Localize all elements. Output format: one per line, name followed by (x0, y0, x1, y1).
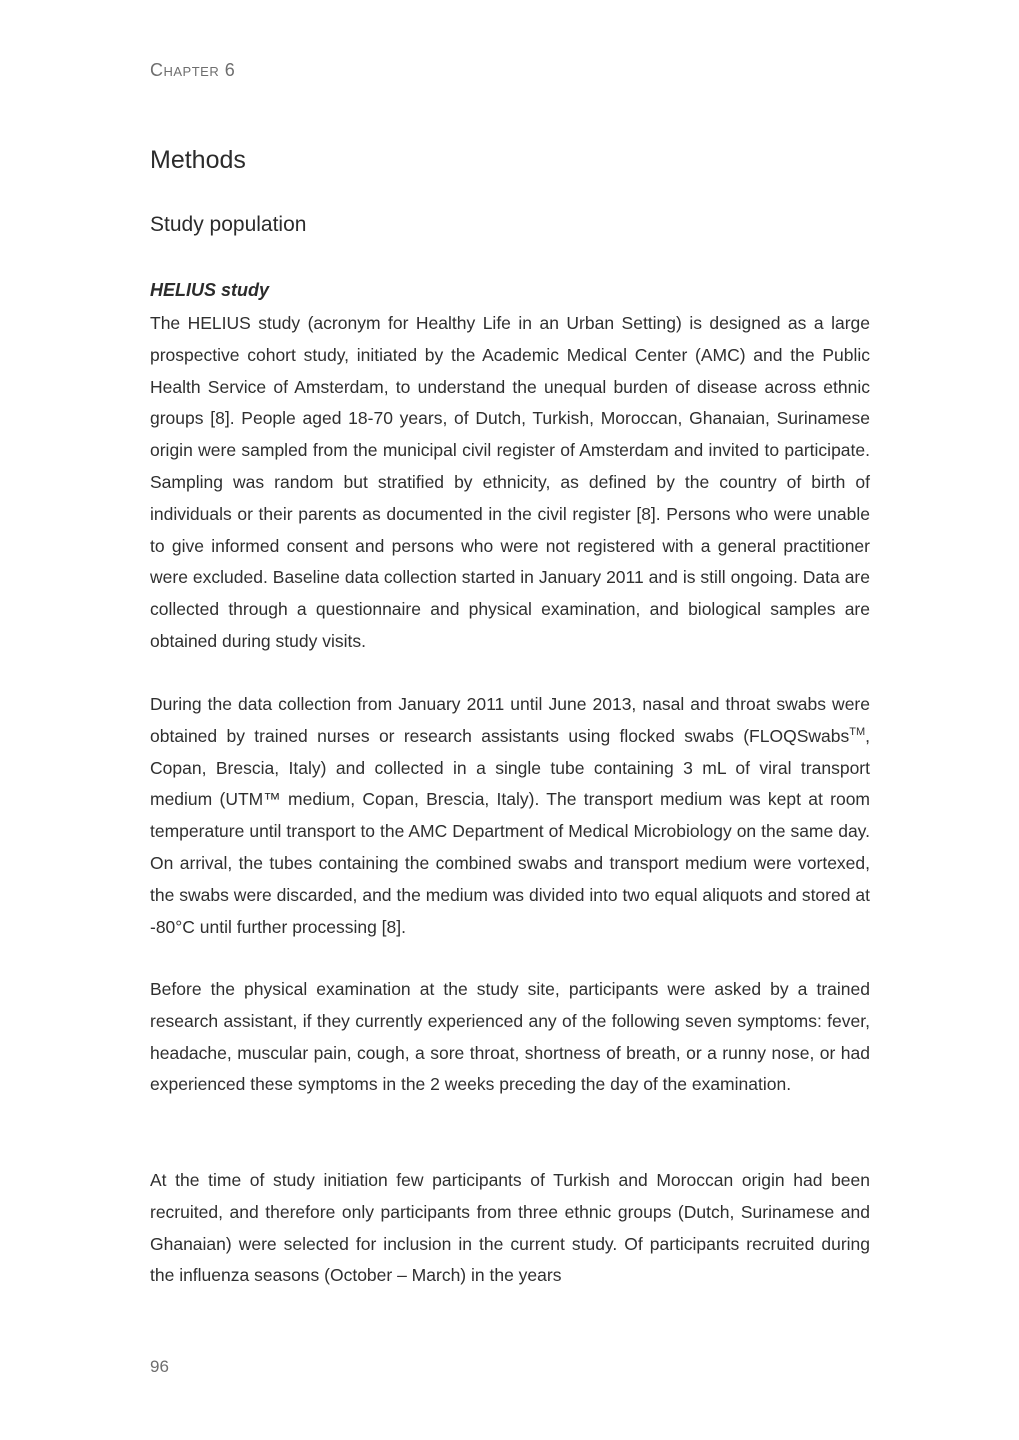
subsection-title: Study population (150, 213, 307, 236)
trademark-superscript: TM (849, 725, 866, 738)
section-title: Methods (150, 146, 246, 174)
paragraph-swab-collection-part-b: , Copan, Brescia, Italy) and collected in a single tube containing 3 mL of viral transport medium (UTM™ medium, Copan, Brescia, Italy). The transport medium was kept at room temperature until transport to the AMC Department of Medical Microbiology on the same day. On arrival, the tubes containing the combined swabs and transport medium were vortexed, the swabs were discarded, and the medium was divided into two equal aliquots and stored at -80°C until further processing [8]. (150, 725, 870, 937)
paragraph-study-selection: At the time of study initiation few participants of Turkish and Moroccan origin had been recruited, and therefore only participants from three ethnic groups (Dutch, Surinamese and Ghanaian) were selected for inclusion in the current study. Of participants recruited during the influenza seasons (October – March) in the years (150, 1170, 870, 1286)
paragraph-swab-collection (150, 689, 870, 943)
paragraph-helius-description: The HELIUS study (acronym for Healthy Life in an Urban Setting) is designed as a large prospective cohort study, initiated by the Academic Medical Center (AMC) and the Public Health Service of Amsterdam, to understand the unequal burden of disease across ethnic groups [8]. People aged 18-70 years, of Dutch, Turkish, Moroccan, Ghanaian, Surinamese origin were sampled from the municipal civil register of Amsterdam and invited to participate. Sampling was random but stratified by ethnicity, as defined by the country of birth of individuals or their parents as documented in the civil register [8]. Persons who were unable to give informed consent and persons who were not registered with a general practitioner were excluded. Baseline data collection started in January 2011 and is still ongoing. Data are collected through a questionnaire and physical examination, and biological samples are obtained during study visits. (150, 313, 870, 651)
subsubsection-title: HELIUS study (150, 280, 270, 300)
paragraph-swab-collection-part-a: During the data collection from January 2011 until June 2013, nasal and throat swabs were obtained by trained nurses or research assistants using flocked swabs (FLOQSwabs (150, 694, 870, 746)
paragraph-symptoms: Before the physical examination at the study site, participants were asked by a trained research assistant, if they currently experienced any of the following seven symptoms: fever, headache, muscular pain, cough, a sore throat, shortness of breath, or a runny nose, or had experienced these symptoms in the 2 weeks preceding the day of the examination. (150, 979, 870, 1095)
page-number: 96 (150, 1357, 169, 1376)
running-header-chapter: Chapter 6 (150, 60, 236, 80)
